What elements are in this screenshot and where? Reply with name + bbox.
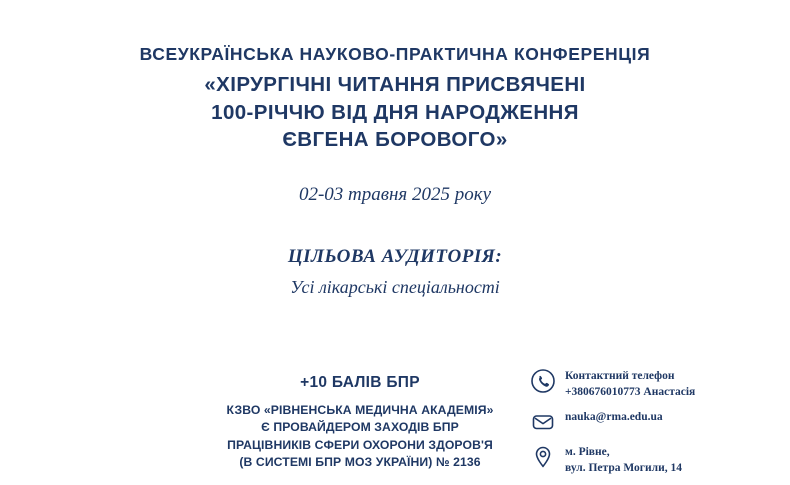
provider-text (120, 402, 600, 471)
audience-block (0, 246, 790, 298)
contact-row-phone (530, 368, 766, 400)
contact-address-line-2: вул. Петра Могили, 14 (565, 461, 682, 474)
envelope-icon (530, 409, 556, 435)
event-date: 02-03 травня 2025 року (298, 184, 492, 205)
provider-line-3: ПРАЦІВНИКІВ СФЕРИ ОХОРОНИ ЗДОРОВ'Я (227, 437, 493, 452)
event-title-line-1: «ХІРУРГІЧНІ ЧИТАННЯ ПРИСВЯЧЕНІ (204, 72, 586, 96)
provider-line-1: КЗВО «РІВНЕНСЬКА МЕДИЧНА АКАДЕМІЯ» (226, 403, 494, 417)
header-block (0, 44, 790, 154)
phone-icon (530, 368, 556, 394)
location-pin-icon (530, 444, 556, 470)
contact-address-line-1: м. Рівне, (565, 446, 610, 459)
points-title: +10 БАЛІВ БПР (300, 374, 420, 391)
contact-email-text (565, 409, 663, 426)
contact-phone-label: Контактний телефон (565, 370, 675, 382)
audience-title: ЦІЛЬОВА АУДИТОРІЯ: (287, 246, 503, 267)
contact-phone-text (565, 368, 695, 400)
contact-email-value[interactable]: nauka@rma.edu.ua (565, 411, 663, 424)
audience-text: Усі лікарські спеціальності (290, 277, 500, 297)
conference-line: ВСЕУКРАЇНСЬКА НАУКОВО-ПРАКТИЧНА КОНФЕРЕНЦІЯ (139, 44, 651, 64)
contact-row-address (530, 444, 766, 476)
contact-address-text (565, 444, 682, 476)
provider-line-4: (В СИСТЕМІ БПР МОЗ УКРАЇНИ) № 2136 (239, 454, 481, 469)
event-title-line-3: ЄВГЕНА БОРОВОГО» (282, 128, 508, 152)
contact-row-email (530, 409, 766, 435)
event-title-line-2: 100-РІЧЧЮ ВІД ДНЯ НАРОДЖЕННЯ (211, 100, 579, 124)
contacts-block (530, 368, 766, 485)
points-block (120, 374, 600, 471)
contact-phone-value[interactable]: +380676010773 Анастасія (565, 385, 696, 398)
provider-line-2: Є ПРОВАЙДЕРОМ ЗАХОДІВ БПР (261, 420, 459, 435)
